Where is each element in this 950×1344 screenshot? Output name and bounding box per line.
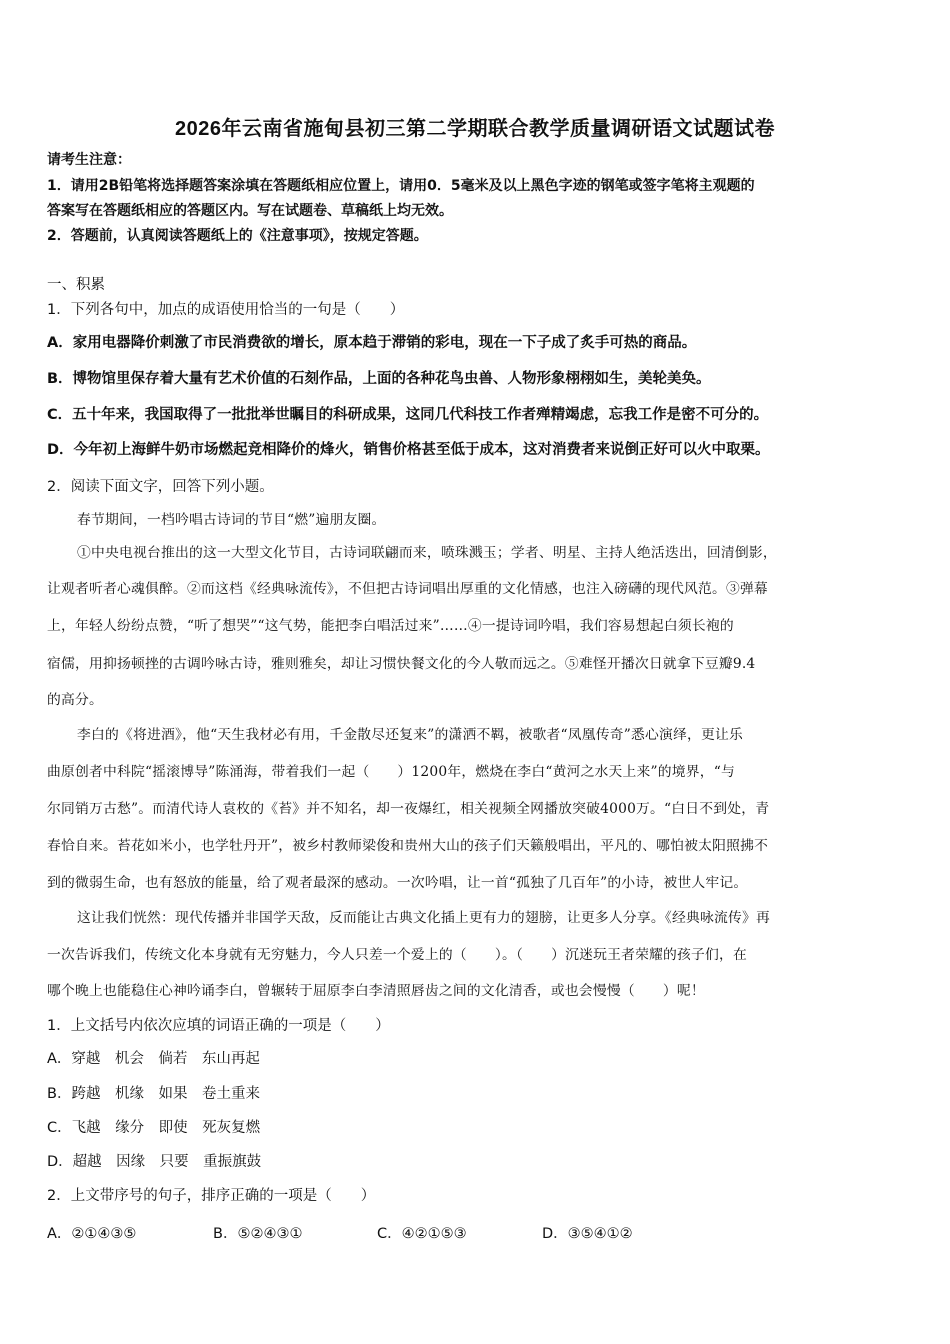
passage-p4-line: 这让我们恍然：现代传播并非国学天敌，反而能让古典文化插上更有力的翅膀，让更多人分享。《经典咏流传》再: [77, 910, 770, 926]
sub2-option-a: A．②①④③⑤: [47, 1226, 137, 1242]
sub1-option-c: C．飞越 缘分 即使 死灰复燃: [47, 1120, 261, 1136]
sub2-option-b: B．⑤②④③①: [213, 1226, 303, 1242]
sub1-option-a: A．穿越 机会 倘若 东山再起: [47, 1051, 260, 1067]
page-title: 2026年云南省施甸县初三第二学期联合教学质量调研语文试题试卷: [175, 118, 775, 140]
passage-p1: 春节期间，一档吟唱古诗词的节目“燃”遍朋友圈。: [77, 512, 386, 528]
sub2-option-d: D．③⑤④①②: [542, 1226, 633, 1242]
sub2-option-c: C．④②①⑤③: [377, 1226, 467, 1242]
q1-option-b: B．博物馆里保存着大量有艺术价值的石刻作品，上面的各种花鸟虫兽、人物形象栩栩如生，美轮美奂。: [47, 371, 711, 387]
q1-stem: 1．下列各句中，加点的成语使用恰当的一句是（ ）: [47, 302, 405, 318]
passage-p2-line: 的高分。: [47, 692, 103, 708]
passage-p3-line: 尔同销万古愁”。而清代诗人袁枚的《苔》并不知名，却一夜爆红，相关视频全网播放突破4000万。“白日不到处，青: [47, 801, 770, 817]
passage-p3-line: 到的微弱生命，也有怒放的能量，给了观者最深的感动。一次吟唱，让一首“孤独了几百年”的小诗，被世人牢记。: [47, 875, 748, 891]
sub1-stem: 1．上文括号内依次应填的词语正确的一项是（ ）: [47, 1018, 390, 1034]
passage-p3-line: 春恰自来。苔花如米小，也学牡丹开”，被乡村教师梁俊和贵州大山的孩子们天籁般唱出，平凡的、哪怕被太阳照拂不: [47, 838, 769, 854]
notice-line-2: 2．答题前，认真阅读答题纸上的《注意事项》，按规定答题。: [47, 228, 428, 244]
passage-p2-line: 宿儒，用抑扬顿挫的古调吟咏古诗，雅则雅矣，却让习惯快餐文化的今人敬而远之。⑤难怪开播次日就拿下豆瓣9.4: [47, 656, 756, 672]
notice-heading: 请考生注意：: [47, 152, 131, 168]
sub1-option-d: D．超越 因缘 只要 重振旗鼓: [47, 1154, 262, 1170]
passage-p2-line: 上，年轻人纷纷点赞，“听了想哭”“这气势，能把李白唱活过来”……④一提诗词吟唱，我们容易想起白须长袍的: [47, 618, 734, 634]
q1-option-d: D．今年初上海鲜牛奶市场燃起竞相降价的烽火，销售价格甚至低于成本，这对消费者来说倒正好可以火中取栗。: [47, 442, 770, 458]
passage-p3-line: 李白的《将进酒》，他“天生我材必有用，千金散尽还复来”的潇洒不羁，被歌者“凤凰传奇”悉心演绎，更让乐: [77, 727, 743, 743]
passage-p4-line: 哪个晚上也能稳住心神吟诵李白，曾辗转于屈原李白李清照唇齿之间的文化清香，或也会慢慢（ ）呢！: [47, 983, 705, 999]
q1-option-c: C．五十年来，我国取得了一批批举世瞩目的科研成果，这同几代科技工作者殚精竭虑，忘我工作是密不可分的。: [47, 407, 769, 423]
q1-option-a: A．家用电器降价刺激了市民消费欲的增长，原本趋于滞销的彩电，现在一下子成了炙手可热的商品。: [47, 335, 697, 351]
q2-stem: 2．阅读下面文字，回答下列小题。: [47, 479, 274, 495]
sub1-option-b: B．跨越 机缘 如果 卷土重来: [47, 1086, 260, 1102]
section-heading: 一、积累: [47, 277, 105, 293]
passage-p4-line: 一次告诉我们，传统文化本身就有无穷魅力，今人只差一个爱上的（ ）。（ ）沉迷玩王者荣耀的孩子们，在: [47, 947, 748, 963]
notice-line-1a: 1．请用2B铅笔将选择题答案涂填在答题纸相应位置上，请用0．5毫米及以上黑色字迹的钢笔或签字笔将主观题的: [47, 178, 755, 194]
passage-p2-line: 让观者听者心魂俱醉。②而这档《经典咏流传》，不但把古诗词唱出厚重的文化情感，也注入磅礴的现代风范。③弹幕: [47, 581, 768, 597]
passage-p2-line: ①中央电视台推出的这一大型文化节目，古诗词联翩而来，喷珠溅玉；学者、明星、主持人绝活迭出，回清倒影，: [77, 545, 777, 561]
notice-line-1b: 答案写在答题纸相应的答题区内。写在试题卷、草稿纸上均无效。: [47, 203, 453, 219]
passage-p3-line: 曲原创者中科院“摇滚博导”陈涌海，带着我们一起（ ）1200年，燃烧在李白“黄河之水天上来”的境界，“与: [47, 764, 736, 780]
sub2-stem: 2．上文带序号的句子，排序正确的一项是（ ）: [47, 1188, 376, 1204]
